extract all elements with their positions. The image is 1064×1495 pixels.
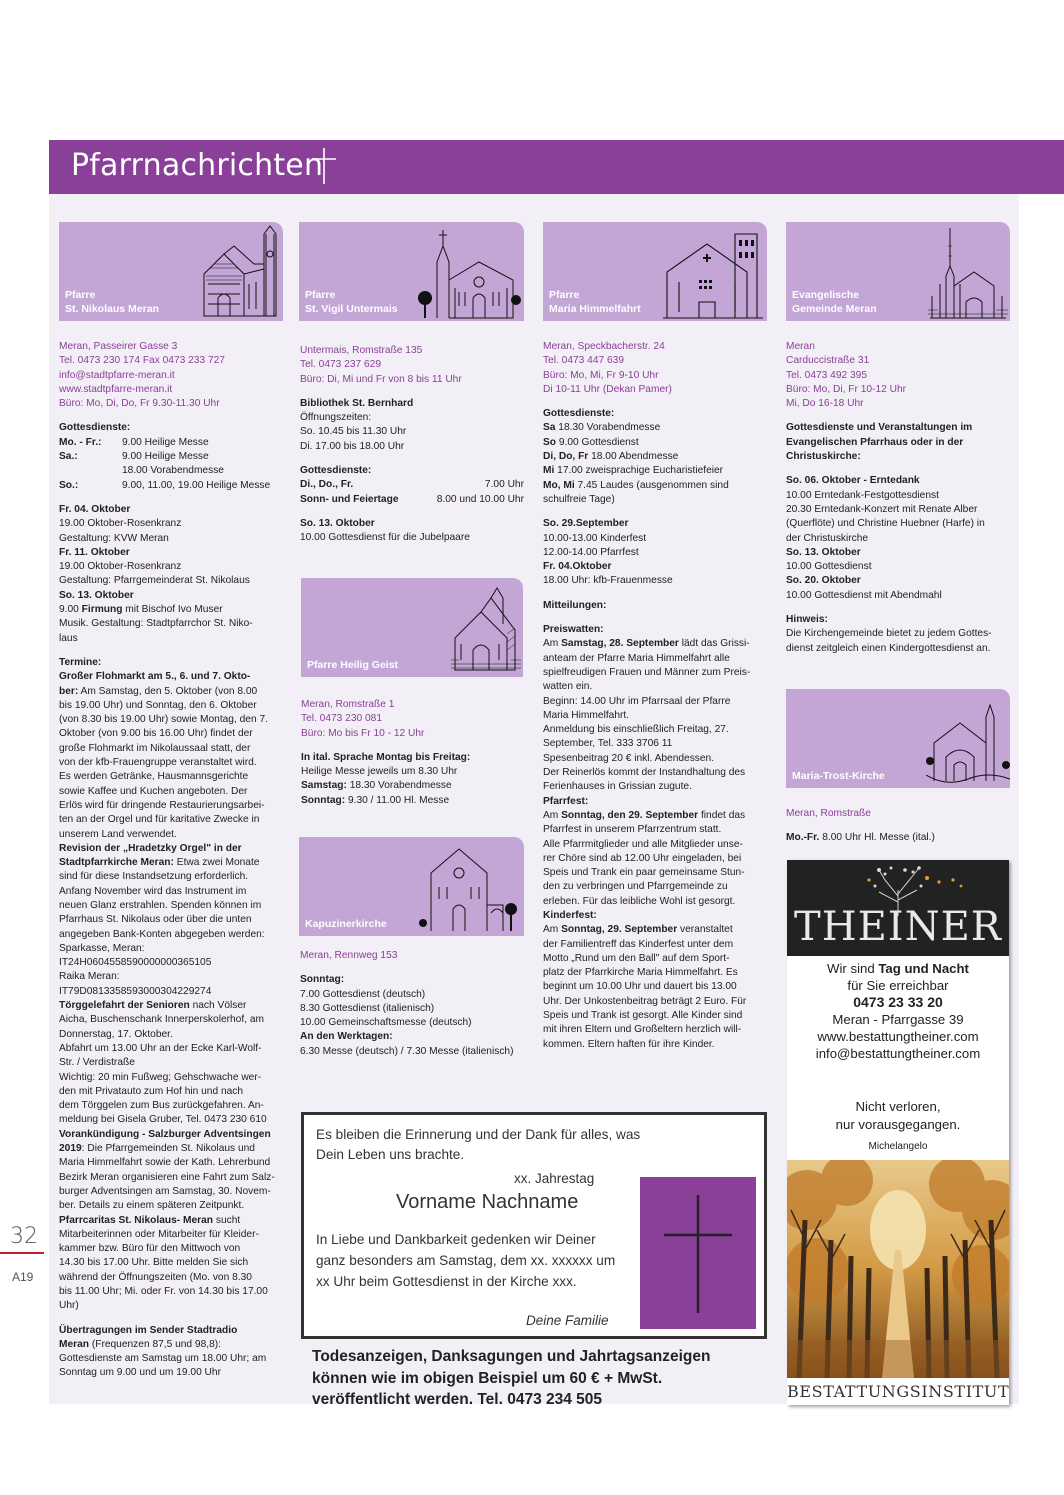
theiner-logo-text: THEINER	[794, 904, 1002, 950]
notice-title: Kinderfest:	[543, 909, 597, 921]
header-banner	[49, 140, 1064, 194]
service-time: 8.00 und 10.00 Uhr	[436, 493, 524, 505]
event-date: So. 13. Oktober	[300, 517, 375, 529]
section-heading: An den Werktagen:	[300, 1031, 393, 1043]
service-text: Samstag: 18.30 Vorabendmesse	[301, 780, 452, 792]
notice-text: Spesenbeitrag 20 € inkl. Abendessen.	[543, 752, 715, 764]
office-hours: Mi, Do 16-18 Uhr	[786, 398, 864, 410]
parish-box-evangelisch	[786, 222, 1010, 321]
event-text: 10.00-13.00 Kinderfest	[543, 532, 647, 544]
service-text: 10.00 Gemeinschaftsmesse (deutsch)	[300, 1017, 472, 1029]
notice-text: Speis und Trank ein paar gemeinsame Stun-	[543, 867, 745, 879]
church-heilig-geist-icon	[451, 584, 521, 674]
flohmarkt-notice	[59, 670, 285, 842]
anniversary-label: xx. Jahrestag	[514, 1171, 595, 1186]
service-text: 7.00 Gottesdienst (deutsch)	[300, 988, 426, 1000]
church-nikolaus-icon	[194, 224, 282, 320]
notice-text: meldung bei Gisela Gruber, Tel. 0473 230 610	[59, 1114, 267, 1126]
column-nikolaus	[59, 340, 285, 1381]
notice-text: bis 11.00 Uhr; Mi. oder Fr. von 14.30 bis 17.00	[59, 1286, 268, 1297]
event-date: Fr. 04. Oktober	[59, 503, 131, 515]
phone: Tel. 0473 492 395	[786, 369, 868, 381]
memorial-cross-block	[640, 1177, 756, 1329]
deceased-name: Vorname Nachname	[396, 1191, 579, 1213]
notice-text: Abfahrt um 13.00 Uhr an der Ecke Karl-Wolf-	[59, 1042, 262, 1054]
notice-text: Am Samstag, 28. September lädt das Grissi-	[543, 638, 750, 650]
event-text: Musik. Gestaltung: Stadtpfarrchor St. Niko-	[59, 618, 253, 630]
address: Meran, Rennweg 153	[300, 950, 398, 961]
church-himmelfahrt-icon	[663, 228, 763, 320]
notice-text: den zu verbringen und Pfarrgemeinde zu	[543, 881, 728, 893]
phone: Tel. 0473 237 629	[300, 359, 382, 371]
notice-title: Vorankündigung - Salzburger Adventsingen	[59, 1128, 271, 1140]
address: Meran	[786, 341, 815, 352]
page-number: 32	[10, 1224, 38, 1249]
caritas-notice	[59, 1214, 285, 1314]
column-kapuziner	[300, 949, 530, 1059]
autumn-avenue-image	[787, 1160, 1009, 1378]
office-hours: Büro: Mo bis Fr 10 - 12 Uhr	[301, 727, 425, 739]
notice-text: anteam der Pfarre Maria Himmelfahrt alle	[543, 652, 730, 664]
quote-line: Nicht verloren,	[855, 1099, 941, 1114]
section-heading: In ital. Sprache Montag bis Freitag:	[301, 751, 471, 763]
event-text: 20.30 Erntedank-Konzert mit Renate Alber	[786, 503, 978, 515]
address: Meran, Passeirer Gasse 3	[59, 341, 178, 352]
event-date: So. 29.September	[543, 518, 629, 530]
service-text: 9.00 Heilige Messe	[122, 451, 209, 463]
notice-text: Am Sonntag, 29. September veranstaltet	[543, 924, 733, 936]
service-text: 8.30 Gottesdienst (italienisch)	[300, 1002, 435, 1014]
library-text: Di. 17.00 bis 18.00 Uhr	[300, 440, 405, 452]
section-heading: Gottesdienste:	[59, 422, 131, 434]
notice-text: (von 8.30 bis 19.00 Uhr) sowie Montag, den 7.	[59, 714, 268, 726]
toerggele-notice	[59, 999, 285, 1128]
service-row	[300, 478, 524, 492]
notice-text: Erlös wird für dringende Restaurierungsarbei-	[59, 799, 265, 811]
page-title: Pfarrnachrichten	[71, 148, 324, 183]
section-heading: Gottesdienste:	[300, 465, 372, 477]
parish-box-himmelfahrt	[543, 222, 767, 321]
autumn-trees-picture	[787, 1160, 1009, 1378]
notice-text: Maria Himmelfahrt sowie der Kath. Lehrerbund	[59, 1157, 271, 1169]
notice-text: ber: Am Samstag, den 5. Oktober (von 8.00	[59, 685, 258, 697]
page-code: A19	[12, 1270, 34, 1284]
radio-notice	[59, 1324, 285, 1381]
address: Carduccistraße 31	[786, 355, 870, 367]
notice-text: Wichtig: 20 min Fußweg; Gehschwache wer-	[59, 1071, 262, 1083]
service-text: Sa 18.30 Vorabendmesse	[543, 422, 661, 434]
service-text: 9.00 Heilige Messe	[122, 436, 209, 448]
sample-memorial-ad	[301, 1112, 767, 1339]
notice-text: dienst zeitgleich einen Kindergottesdienst an.	[786, 642, 991, 654]
service-text: Sonntag: 9.30 / 11.00 Hl. Messe	[301, 794, 450, 806]
availability: für Sie erreichbar	[847, 978, 949, 993]
parish-name	[65, 289, 159, 316]
memorial-text: Es bleiben die Erinnerung und der Dank für alles, was Dein Leben uns brachte.	[316, 1127, 641, 1162]
notice-text: Alle Pfarrmitglieder und alle Mitglieder unse-	[543, 838, 743, 850]
service-row	[300, 493, 524, 507]
contact-block	[786, 340, 1012, 411]
service-text: 6.30 Messe (deutsch) / 7.30 Messe (italienisch)	[300, 1045, 514, 1057]
service-text: Mo, Mi 7.45 Laudes (ausgenommen sind	[543, 479, 729, 491]
event-date: So. 06. Oktober - Erntedank	[786, 475, 920, 487]
section-heading: Evangelischen Pfarrhaus oder in der	[786, 436, 964, 448]
phone: Tel. 0473 447 639	[543, 355, 625, 367]
notice-text: Raika Meran:	[59, 971, 120, 983]
cross-icon	[309, 146, 339, 186]
notice-text: angegeben Bank-Konten abgegeben werden:	[59, 928, 265, 940]
section-heading: Sonntag:	[300, 974, 345, 986]
notice-text: ten an der Orgel und für karitative Zwecke in	[59, 814, 260, 826]
section-heading: Christuskirche:	[786, 451, 861, 463]
column-heilig-geist	[301, 698, 525, 808]
notice-text: Am Sonntag, den 29. September findet das	[543, 809, 746, 821]
event-text: Gestaltung: Pfarrgemeinderat St. Nikolaus	[59, 575, 250, 587]
column-vigil	[300, 344, 524, 546]
notice-text: Donnerstag, 17. Oktober.	[59, 1028, 173, 1040]
notice-text: kammer bzw. Büro für den Mittwoch von	[59, 1243, 241, 1255]
parish-line2: Maria Himmelfahrt	[549, 302, 641, 315]
notice-text: Mitarbeiterinnen oder Mitarbeiter für Kleider-	[59, 1228, 259, 1240]
notice-text: Stadtpfarrkirche Meran: Etwa zwei Monate	[59, 857, 260, 869]
event-text: 10.00 Gottesdienst für die Jubelpaare	[300, 532, 470, 544]
service-day: So.:	[59, 479, 79, 491]
notice-text: Die Kirchengemeinde bietet zu jedem Gottes-	[786, 628, 992, 640]
column-maria-trost	[786, 807, 1012, 846]
address: Meran, Speckbacherstr. 24	[543, 341, 665, 352]
email-link[interactable]: info@bestattungtheiner.com	[815, 1046, 981, 1061]
event-text: (Querflöte) und Christine Huebner (Harfe) in	[786, 518, 985, 530]
office-hours: Di 10-11 Uhr (Dekan Pamer)	[543, 383, 672, 395]
service-text: Mi 17.00 zweisprachige Eucharistiefeier	[543, 465, 724, 477]
event-text: 19.00 Oktober-Rosenkranz	[59, 518, 182, 530]
notice-text: Pfarrfest in unserem Pfarrzentrum statt.	[543, 824, 722, 836]
office-hours: Büro: Di, Mi und Fr von 8 bis 11 Uhr	[300, 373, 462, 385]
notice-title: Großer Flohmarkt am 5., 6. und 7. Okto-	[59, 671, 251, 683]
office-hours: Büro: Mo, Di, Do, Fr 9.30-11.30 Uhr	[59, 398, 220, 410]
library-text: So. 10.45 bis 11.30 Uhr	[300, 426, 407, 438]
notice-text: Der Reinerlös kommt der Instandhaltung des	[543, 767, 746, 779]
notice-text: mit ihren Eltern und Großeltern herzlich will-	[543, 1024, 742, 1036]
notice-text: Sparkasse, Meran:	[59, 942, 145, 954]
notice-title: Revision der „Hradetzky Orgel" in der	[59, 842, 242, 854]
notice-text: 14.30 bis 17.00 Uhr. Bitte melden Sie sich	[59, 1257, 249, 1269]
notice-text: rer Chöre sind ab 12.00 Uhr eingeladen, bei	[543, 852, 742, 864]
service-day	[59, 464, 122, 478]
parish-name: Maria-Trost-Kirche	[792, 769, 885, 782]
service-table	[59, 436, 285, 493]
availability: Wir sind Tag und Nacht	[827, 961, 969, 976]
notice-text: von der kfb-Frauengruppe veranstaltet wird.	[59, 757, 257, 769]
website-link[interactable]: www.stadtpfarre-meran.it	[59, 383, 173, 395]
notice-text: dem Törggelen zum Bus zurückgefahren. An-	[59, 1100, 264, 1112]
parish-line2: St. Vigil Untermais	[305, 302, 398, 315]
column-evangelisch	[786, 340, 1012, 656]
notice-text: der Familientreff das Kinderfest unter dem	[543, 938, 734, 950]
church-evangelisch-icon	[926, 226, 1010, 320]
notice-text: September, Tel. 333 3706 11	[543, 738, 673, 750]
church-kapuziner-icon	[419, 843, 519, 933]
parish-line2: St. Nikolaus Meran	[65, 302, 159, 315]
notice-text: große Flohmarkt im Nikolaussaal statt, der	[59, 742, 251, 754]
event-text: Gestaltung: KVW Meran	[59, 532, 169, 544]
website-link[interactable]: www.bestattungtheiner.com	[817, 1029, 979, 1044]
event-text: 19.00 Oktober-Rosenkranz	[59, 561, 182, 573]
notice-text: ber. Details zu einem späteren Zeitpunkt.	[59, 1200, 245, 1212]
page-divider	[0, 1252, 44, 1254]
parish-box-kapuziner	[299, 837, 524, 936]
phone: Tel. 0473 230 081	[301, 713, 383, 725]
parish-name: Kapuzinerkirche	[305, 917, 387, 930]
section-heading: Termine:	[59, 656, 102, 668]
service-text: So 9.00 Gottesdienst	[543, 436, 639, 448]
parish-line1: Evangelische	[792, 289, 860, 301]
notice-text: spielfreudigen Frauen und Männer zum Preis-	[543, 666, 751, 678]
theiner-advertisement	[787, 860, 1009, 1405]
family-signature: Deine Familie	[526, 1313, 609, 1328]
parish-line1: Pfarre	[549, 289, 580, 301]
notice-title: Preiswatten:	[543, 624, 604, 636]
notice-text: Anfang November wird das Instrument im	[59, 885, 247, 897]
ad-pricing-note: Todesanzeigen, Danksagungen und Jahrtagsanzeigen können wie im obigen Beispiel um 60 € + MwSt. veröffentlicht werden. Tel. 0473 234 505	[312, 1348, 711, 1408]
orgel-notice	[59, 842, 285, 999]
cross-icon	[640, 1177, 756, 1329]
contact-block	[300, 344, 524, 387]
parish-name	[549, 289, 641, 316]
event-text: der Christuskirche	[786, 532, 869, 544]
notice-text: Törggelefahrt der Senioren nach Völser	[59, 1000, 247, 1012]
notice-text: beginnt um 10.00 Uhr und dauert bis 13.00	[543, 981, 737, 993]
event-text: 10.00 Erntedank-Festgottesdienst	[786, 489, 939, 501]
notice-text: sind für diese Instandsetzung erforderlich.	[59, 871, 249, 883]
church-maria-trost-icon	[926, 695, 1010, 785]
parish-box-maria-trost	[786, 689, 1010, 788]
service-text: schulfreie Tage)	[543, 493, 615, 505]
email-link[interactable]: info@stadtpfarre-meran.it	[59, 369, 175, 381]
section-heading: Bibliothek St. Bernhard	[300, 397, 414, 409]
notice-text: erleben. Für das leibliche Wohl ist gesorgt.	[543, 895, 736, 907]
theiner-tagline: BESTATTUNGSINSTITUT	[787, 1382, 1010, 1401]
notice-text: watten ein.	[543, 681, 593, 693]
notice-text: bis 19.00 Uhr) und Sonntag, den 6. Oktober	[59, 699, 257, 711]
event-date: So. 13. Oktober	[59, 589, 134, 601]
church-vigil-icon	[417, 226, 521, 320]
office-hours: Büro: Mo, Di, Fr 10-12 Uhr	[786, 383, 907, 395]
service-text: Heilige Messe jeweils um 8.30 Uhr	[301, 766, 458, 778]
notice-text: Anmeldung bis einschließlich Freitag, 27.	[543, 724, 729, 736]
phone: 0473 23 33 20	[853, 994, 943, 1010]
memorial-text: In Liebe und Dankbarkeit gedenken wir Deiner ganz besonders am Samstag, dem xx. xxxxxx um xx Uhr beim Gottesdienst in der Kirche xxx.	[316, 1232, 616, 1289]
notice-text: Meran (Frequenzen 87,5 und 98,8):	[59, 1338, 221, 1350]
notice-text: 2019: Die Pfarrgemeinden St. Nikolaus und	[59, 1143, 255, 1155]
column-himmelfahrt	[543, 340, 769, 1052]
service-day: Sa.:	[59, 451, 78, 463]
notice-text: Motto „Rund um den Ball" auf dem Sport-	[543, 952, 730, 964]
notice-text: Maria Himmelfahrt.	[543, 709, 630, 721]
notice-text: Gottesdienste am Samstag um 18.00 Uhr; am	[59, 1353, 267, 1365]
notice-text: während der Öffnungszeiten (Mo. von 8.30	[59, 1271, 252, 1283]
service-text: Mo.-Fr. 8.00 Uhr Hl. Messe (ital.)	[786, 832, 935, 844]
notice-text: Pfarrcaritas St. Nikolaus- Meran sucht	[59, 1214, 241, 1226]
notice-text: kommen. Eltern haften für ihre Kinder.	[543, 1038, 715, 1050]
notice-text: Str. / Verdistraße	[59, 1057, 135, 1069]
library-text: Öffnungszeiten:	[300, 412, 372, 424]
service-text: Di, Do, Fr 18.00 Abendmesse	[543, 451, 679, 463]
parish-line1: Pfarre	[305, 289, 336, 301]
notice-text: Sonntag um 9.00 und um 19.00 Uhr	[59, 1367, 221, 1379]
advent-notice	[59, 1128, 285, 1214]
event-date: Fr. 11. Oktober	[59, 546, 130, 558]
quote-line: nur vorausgegangen.	[835, 1117, 961, 1132]
contact-block	[301, 698, 525, 741]
service-text: 18.00 Vorabendmesse	[122, 465, 224, 477]
phone: Tel. 0473 230 174 Fax 0473 233 727	[59, 355, 225, 367]
notice-text: neuen Glanz erstrahlen. Spenden können im	[59, 899, 262, 911]
notice-text: Speis und Trank ist gesorgt. Alle Kinder sind	[543, 1010, 743, 1022]
contact-block	[543, 340, 769, 397]
address: Untermais, Romstraße 135	[300, 345, 423, 356]
parish-name	[792, 289, 877, 316]
event-date: Fr. 04.Oktober	[543, 561, 612, 573]
theiner-logo-panel	[787, 860, 1009, 956]
notice-text: Pfarrhaus St. Nikolaus oder über die unten	[59, 914, 252, 926]
event-text: 10.00 Gottesdienst	[786, 561, 872, 573]
service-text: 9.00, 11.00, 19.00 Heilige Messe	[122, 479, 271, 491]
notice-text: den mit Privatauto zum Hof hin und nach	[59, 1085, 244, 1097]
service-day: Sonn- und Feiertage	[300, 493, 399, 505]
event-text: 12.00-14.00 Pfarrfest	[543, 546, 639, 558]
service-time: 7.00 Uhr	[484, 479, 524, 491]
parish-box-nikolaus	[59, 222, 283, 321]
notice-text: sowie Kaffee und Kuchen angeboten. Der	[59, 785, 248, 797]
section-heading: Gottesdienste und Veranstaltungen im	[786, 422, 973, 434]
event-text: 9.00 Firmung mit Bischof Ivo Muser	[59, 604, 223, 616]
address: Meran, Romstraße 1	[301, 699, 395, 710]
notice-text: unserem Land verwendet.	[59, 828, 177, 840]
notice-text: Uhr. Der Unkostenbeitrag beträgt 2 Euro. Für	[543, 995, 747, 1007]
quote	[787, 1098, 1009, 1134]
notice-text: Es werden Getränke, Hausmannsgerichte	[59, 771, 249, 783]
section-heading: Mitteilungen:	[543, 599, 607, 611]
office-hours: Büro: Mo, Mi, Fr 9-10 Uhr	[543, 369, 659, 381]
notice-text: Uhr)	[59, 1300, 79, 1312]
event-text: 10.00 Gottesdienst mit Abendmahl	[786, 589, 942, 601]
iban: IT79D0813358593000304229274	[59, 985, 212, 997]
parish-box-vigil	[299, 222, 524, 321]
address: Meran, Romstraße	[786, 808, 871, 819]
notice-title: Übertragungen im Sender Stadtradio	[59, 1324, 238, 1336]
iban: IT24H0604558590000000365105	[59, 957, 212, 969]
notice-title: Pfarrfest:	[543, 795, 589, 807]
notice-text: Aicha, Buschenschank Innerperskolerhof, am	[59, 1014, 264, 1026]
parish-name	[305, 289, 398, 316]
notice-text: platz der Pfarrkirche Maria Himmelfahrt. Es	[543, 967, 738, 979]
notice-text: Bezirk Meran organisieren eine Fahrt zum Salz-	[59, 1171, 275, 1183]
parish-line2: Gemeinde Meran	[792, 302, 877, 315]
service-day: Di., Do., Fr.	[300, 479, 354, 491]
contact-block	[59, 340, 285, 411]
service-day: Mo. - Fr.:	[59, 436, 102, 448]
address: Meran - Pfarrgasse 39	[832, 1012, 964, 1027]
theiner-contact	[787, 960, 1009, 1062]
notice-text: Oktober (von 9.00 bis 16.00 Uhr) findet der	[59, 728, 253, 740]
section-heading: Hinweis:	[786, 614, 828, 626]
event-date: So. 20. Oktober	[786, 575, 861, 587]
event-date: So. 13. Oktober	[786, 546, 861, 558]
parish-line1: Pfarre	[65, 289, 96, 301]
quote-author: Michelangelo	[868, 1141, 928, 1152]
event-text: laus	[59, 632, 78, 644]
event-text: 18.00 Uhr: kfb-Frauenmesse	[543, 575, 673, 587]
parish-name: Pfarre Heilig Geist	[307, 658, 399, 671]
notice-text: burger Adventsingen am Samstag, 30. Novem-	[59, 1185, 271, 1197]
notice-text: Beginn: 14.00 Uhr im Pfarrsaal der Pfarre	[543, 695, 731, 707]
section-heading: Gottesdienste:	[543, 408, 615, 420]
parish-box-heilig-geist	[301, 578, 523, 677]
notice-text: Ferienhauses in Grissian zugute.	[543, 781, 692, 793]
